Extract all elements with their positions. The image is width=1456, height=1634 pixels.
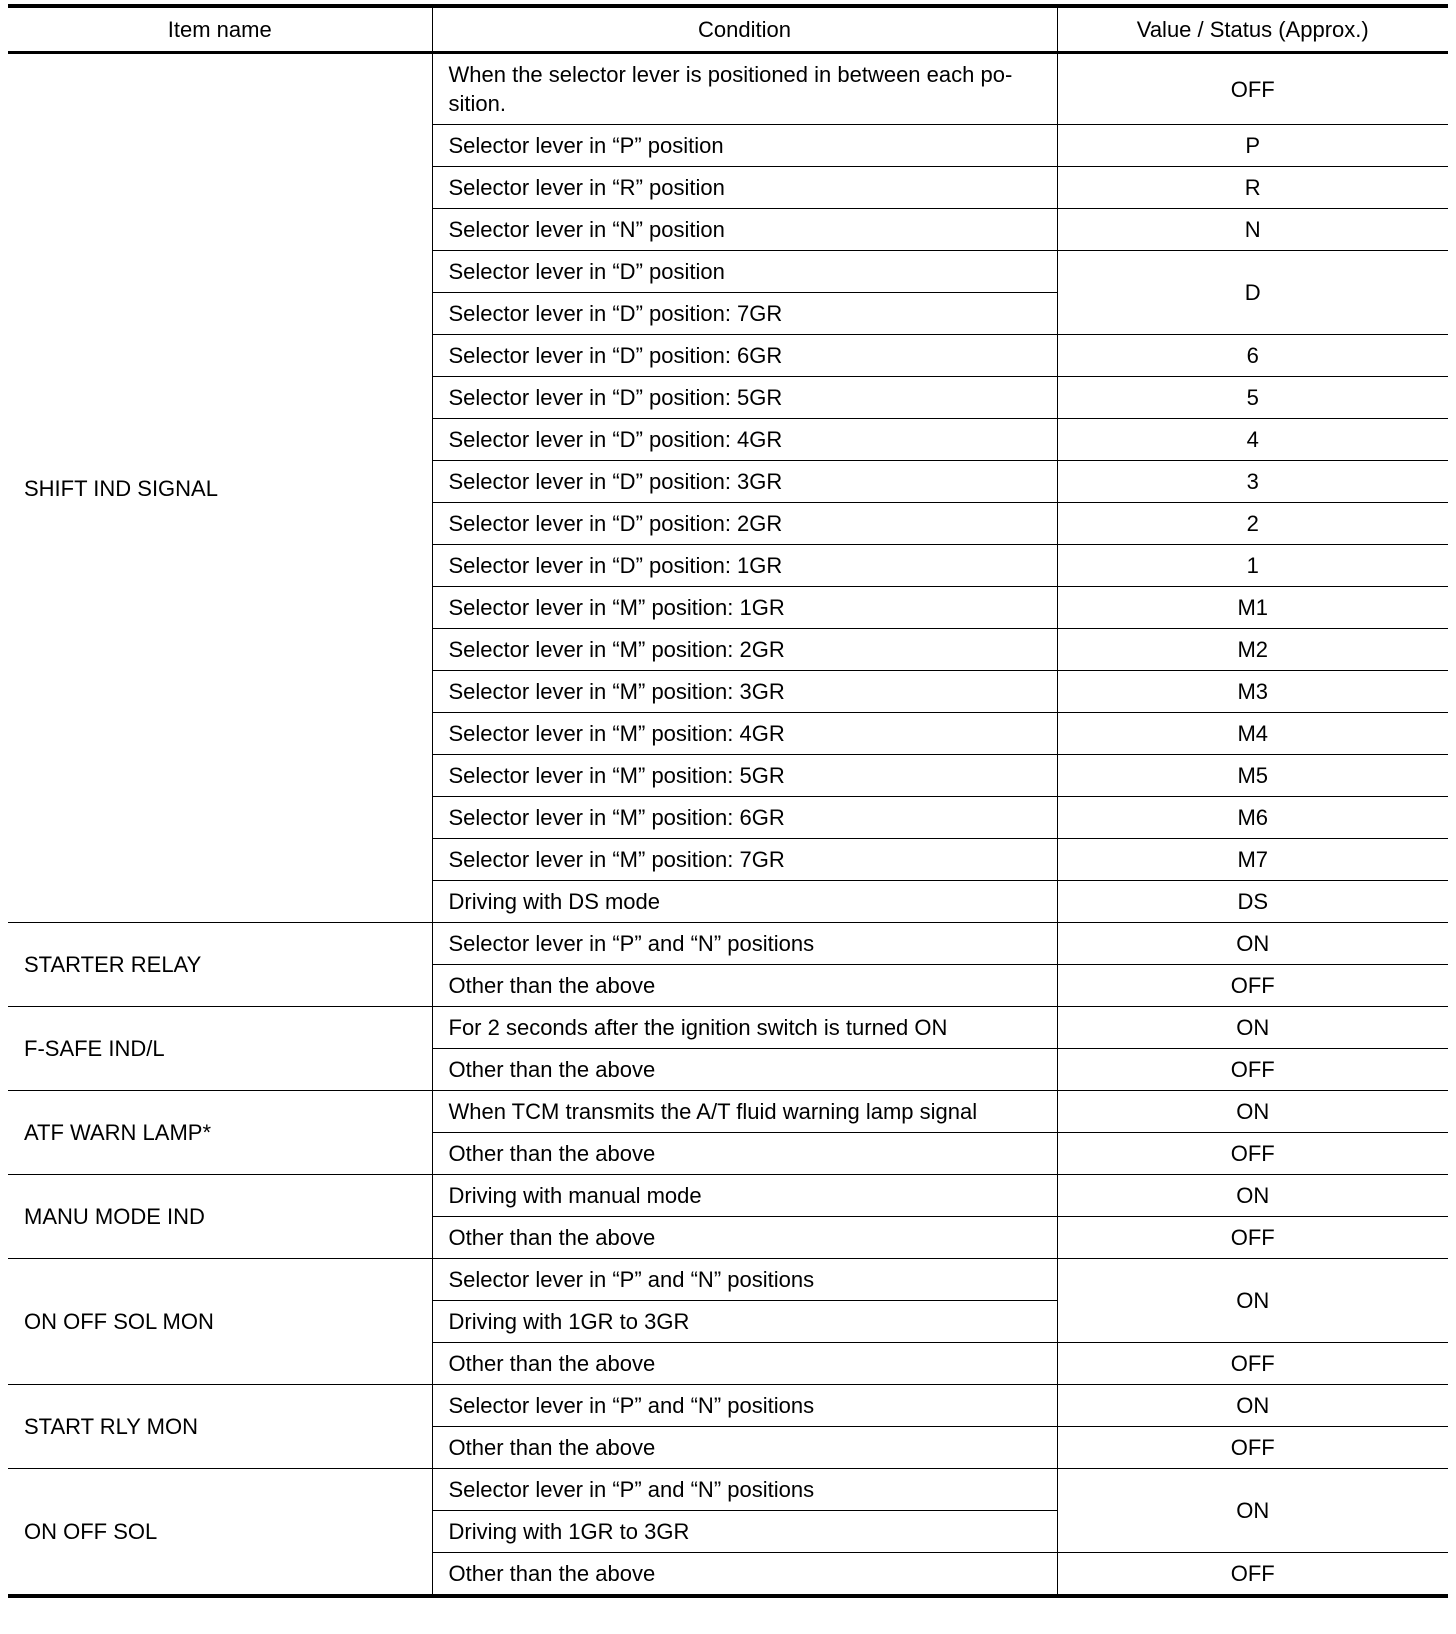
table-row bbox=[8, 923, 1448, 965]
value-cell: DS bbox=[1057, 881, 1448, 923]
value-cell: M5 bbox=[1057, 755, 1448, 797]
condition-cell: Selector lever in “D” position: 2GR bbox=[432, 503, 1057, 545]
header-condition: Condition bbox=[432, 6, 1057, 53]
condition-cell: Other than the above bbox=[432, 1553, 1057, 1597]
condition-cell: Selector lever in “M” position: 4GR bbox=[432, 713, 1057, 755]
table-body bbox=[8, 53, 1448, 1597]
value-cell: M1 bbox=[1057, 587, 1448, 629]
condition-cell: Selector lever in “D” position: 5GR bbox=[432, 377, 1057, 419]
value-cell: 4 bbox=[1057, 419, 1448, 461]
value-cell: D bbox=[1057, 251, 1448, 335]
value-cell: OFF bbox=[1057, 1217, 1448, 1259]
condition-cell: Selector lever in “R” position bbox=[432, 167, 1057, 209]
condition-cell: Selector lever in “P” position bbox=[432, 125, 1057, 167]
condition-cell: Selector lever in “P” and “N” positions bbox=[432, 1259, 1057, 1301]
condition-cell: Selector lever in “M” position: 3GR bbox=[432, 671, 1057, 713]
condition-cell: Selector lever in “D” position: 6GR bbox=[432, 335, 1057, 377]
data-table bbox=[8, 4, 1448, 1598]
table-row bbox=[8, 1469, 1448, 1511]
condition-cell: Selector lever in “M” position: 7GR bbox=[432, 839, 1057, 881]
table-row bbox=[8, 53, 1448, 125]
value-cell: OFF bbox=[1057, 1049, 1448, 1091]
value-cell: ON bbox=[1057, 923, 1448, 965]
value-cell: 2 bbox=[1057, 503, 1448, 545]
header-row bbox=[8, 6, 1448, 53]
condition-cell: Selector lever in “D” position: 7GR bbox=[432, 293, 1057, 335]
value-cell: M2 bbox=[1057, 629, 1448, 671]
item-name-cell: ATF WARN LAMP* bbox=[8, 1091, 432, 1175]
condition-cell: Selector lever in “M” position: 5GR bbox=[432, 755, 1057, 797]
value-cell: OFF bbox=[1057, 965, 1448, 1007]
condition-cell: Driving with 1GR to 3GR bbox=[432, 1301, 1057, 1343]
value-cell: ON bbox=[1057, 1469, 1448, 1553]
value-cell: 1 bbox=[1057, 545, 1448, 587]
condition-cell: Selector lever in “D” position: 3GR bbox=[432, 461, 1057, 503]
condition-cell: Other than the above bbox=[432, 1217, 1057, 1259]
value-cell: 5 bbox=[1057, 377, 1448, 419]
item-name-cell: F-SAFE IND/L bbox=[8, 1007, 432, 1091]
condition-cell: Selector lever in “P” and “N” positions bbox=[432, 923, 1057, 965]
value-cell: P bbox=[1057, 125, 1448, 167]
value-cell: OFF bbox=[1057, 1343, 1448, 1385]
value-cell: M7 bbox=[1057, 839, 1448, 881]
condition-cell: Other than the above bbox=[432, 965, 1057, 1007]
value-cell: OFF bbox=[1057, 53, 1448, 125]
item-name-cell: MANU MODE IND bbox=[8, 1175, 432, 1259]
value-cell: M3 bbox=[1057, 671, 1448, 713]
header-item-name: Item name bbox=[8, 6, 432, 53]
value-cell: ON bbox=[1057, 1007, 1448, 1049]
condition-cell: Selector lever in “P” and “N” positions bbox=[432, 1469, 1057, 1511]
item-name-cell: SHIFT IND SIGNAL bbox=[8, 53, 432, 923]
value-cell: M4 bbox=[1057, 713, 1448, 755]
item-name-cell: STARTER RELAY bbox=[8, 923, 432, 1007]
value-cell: R bbox=[1057, 167, 1448, 209]
item-name-cell: ON OFF SOL bbox=[8, 1469, 432, 1597]
condition-cell: Selector lever in “M” position: 1GR bbox=[432, 587, 1057, 629]
condition-cell: Selector lever in “P” and “N” positions bbox=[432, 1385, 1057, 1427]
condition-cell: Other than the above bbox=[432, 1133, 1057, 1175]
table-row bbox=[8, 1175, 1448, 1217]
item-name-cell: START RLY MON bbox=[8, 1385, 432, 1469]
condition-cell: Selector lever in “M” position: 6GR bbox=[432, 797, 1057, 839]
condition-cell: Driving with manual mode bbox=[432, 1175, 1057, 1217]
condition-cell: Selector lever in “D” position bbox=[432, 251, 1057, 293]
value-cell: N bbox=[1057, 209, 1448, 251]
condition-cell: Other than the above bbox=[432, 1427, 1057, 1469]
value-cell: 6 bbox=[1057, 335, 1448, 377]
value-cell: ON bbox=[1057, 1175, 1448, 1217]
condition-cell: For 2 seconds after the ignition switch is turned ON bbox=[432, 1007, 1057, 1049]
condition-cell: Other than the above bbox=[432, 1343, 1057, 1385]
condition-cell: Other than the above bbox=[432, 1049, 1057, 1091]
condition-cell: Driving with DS mode bbox=[432, 881, 1057, 923]
value-cell: OFF bbox=[1057, 1553, 1448, 1597]
table-row bbox=[8, 1259, 1448, 1301]
item-name-cell: ON OFF SOL MON bbox=[8, 1259, 432, 1385]
value-cell: OFF bbox=[1057, 1133, 1448, 1175]
condition-cell: Selector lever in “N” position bbox=[432, 209, 1057, 251]
condition-cell: Selector lever in “D” position: 1GR bbox=[432, 545, 1057, 587]
value-cell: OFF bbox=[1057, 1427, 1448, 1469]
condition-cell: Driving with 1GR to 3GR bbox=[432, 1511, 1057, 1553]
table-row bbox=[8, 1007, 1448, 1049]
header-value-status: Value / Status (Approx.) bbox=[1057, 6, 1448, 53]
value-cell: M6 bbox=[1057, 797, 1448, 839]
value-cell: 3 bbox=[1057, 461, 1448, 503]
condition-cell: When TCM transmits the A/T fluid warning lamp signal bbox=[432, 1091, 1057, 1133]
table-row bbox=[8, 1385, 1448, 1427]
condition-cell: When the selector lever is positioned in between each po-sition. bbox=[432, 53, 1057, 125]
value-cell: ON bbox=[1057, 1091, 1448, 1133]
condition-cell: Selector lever in “M” position: 2GR bbox=[432, 629, 1057, 671]
value-cell: ON bbox=[1057, 1385, 1448, 1427]
value-cell: ON bbox=[1057, 1259, 1448, 1343]
table-header bbox=[8, 6, 1448, 53]
table-row bbox=[8, 1091, 1448, 1133]
condition-cell: Selector lever in “D” position: 4GR bbox=[432, 419, 1057, 461]
